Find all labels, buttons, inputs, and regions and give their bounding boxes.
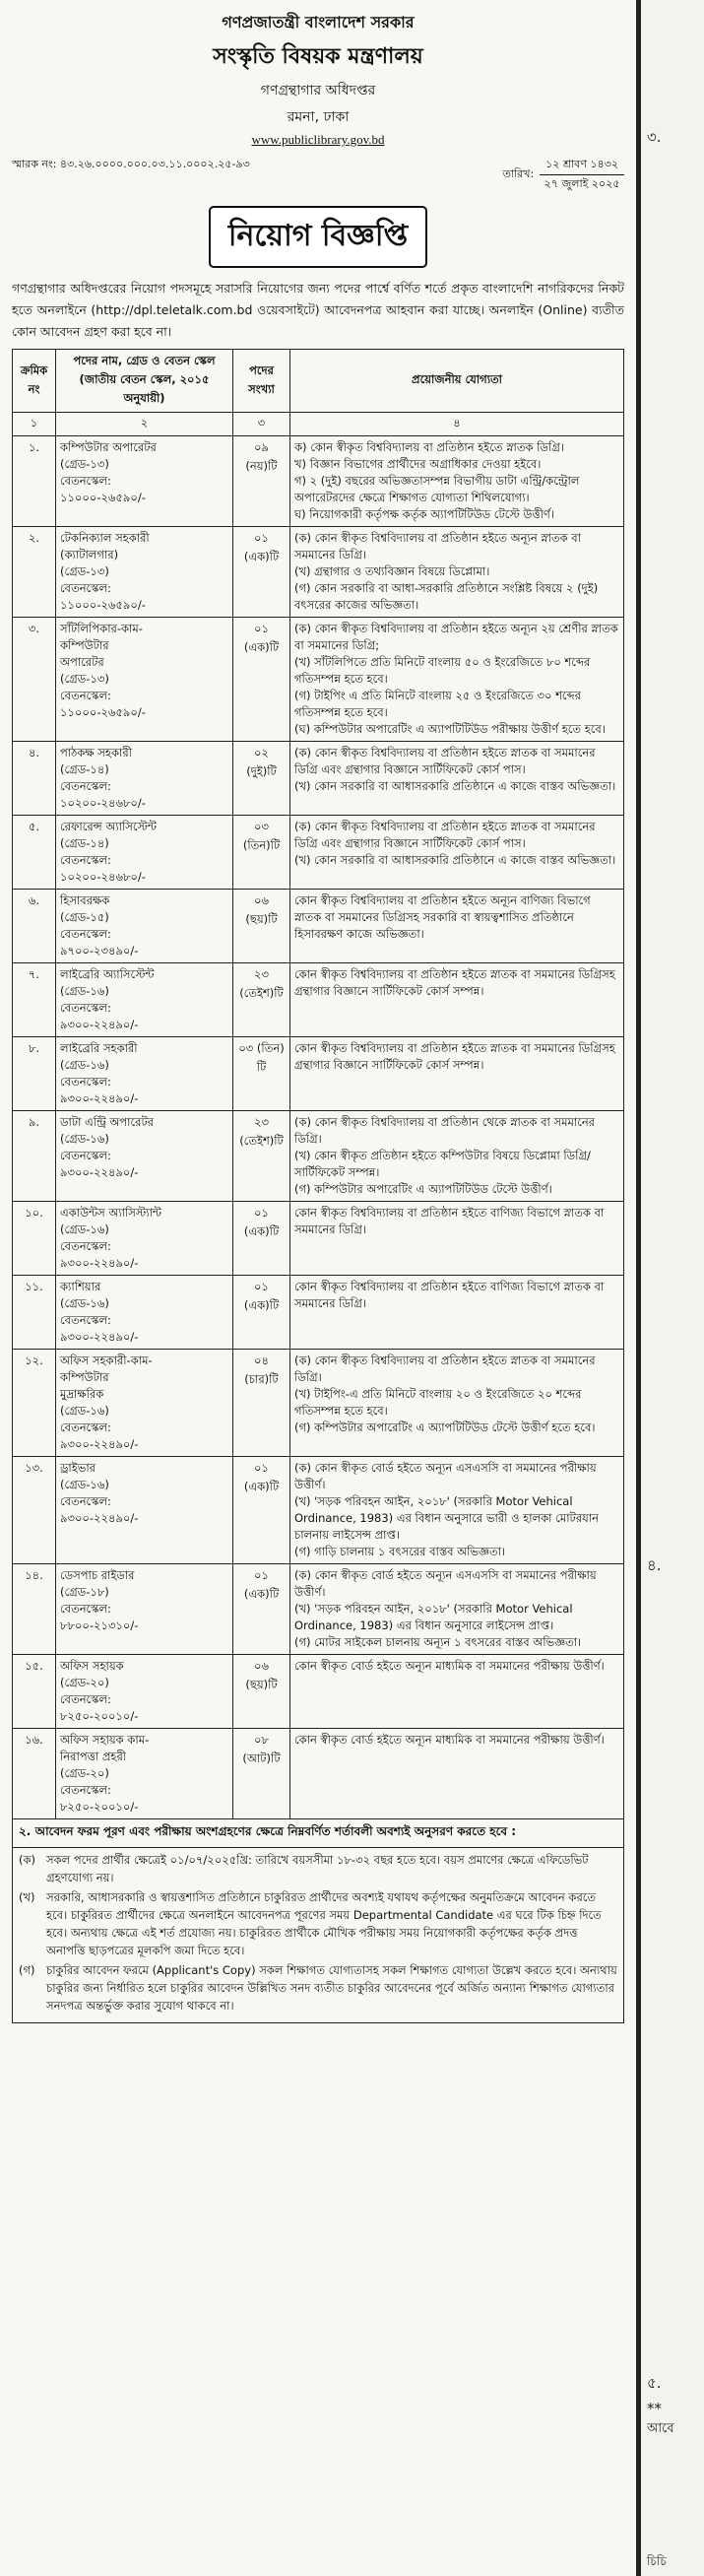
post-line: (গ্রেড-১৬) [60,1058,109,1072]
post-line: (গ্রেড-১৬) [60,984,109,998]
office-location: রমনা, ঢাকা [287,109,350,125]
post-line: ৯৩০০-২২৪৯০/- [60,1165,139,1179]
post-line: সাঁটলিপিকার-কাম- [60,622,143,635]
post-line: ক্যাশিয়ার [60,1280,101,1293]
qualification-item: (গ) গাড়ি চালনায় ১ বৎসরের বাস্তব অভিজ্ঞতা। [294,1545,506,1558]
adjacent-marker: চিচি [647,2554,667,2568]
table-row [13,1655,624,1729]
qualification-item: (ক) কোন স্বীকৃত বিশ্ববিদ্যালয় বা প্রতিষ্ঠান হইতে স্নাতক বা সমমানের ডিগ্রি এবং গ্রন্থাগার বিজ্ঞানে সার্টিফিকেট কোর্স পাস। [294,820,596,850]
qualification-item: খ) বিজ্ঞান বিভাগের প্রার্থীদের অগ্রাধিকার দেওয়া হইবে। [294,457,542,471]
post-line: (গ্রেড-১৬) [60,1222,109,1236]
row-post [56,1729,233,1819]
department-name: গণগ্রন্থাগার অধিদপ্তর [260,83,376,99]
row-post-count: ২৩ (তেইশ)টি [233,963,290,1037]
post-line: রেফারেন্স অ্যাসিস্টেন্ট [60,820,158,833]
col-header-count: পদের সংখ্যা [233,350,290,413]
row-post [56,436,233,527]
qualification-item: (ক) কোন স্বীকৃত বোর্ড হইতে অন্যূন এসএসসি বা সমমানের পরীক্ষায় উত্তীর্ণ। [294,1568,597,1599]
post-line: ৯৩০০-২২৪৯০/- [60,1091,139,1105]
qualification-item: কোন স্বীকৃত বিশ্ববিদ্যালয় বা প্রতিষ্ঠান হইতে অন্যূন বাণিজ্য বিভাগে স্নাতক বা সমমানের ডিগ্রিসহ সরকারি বা স্বায়ত্বশাসিত প্রতিষ্ঠানে হিসাবরক্ষণ কাজে অভিজ্ঞতা। [294,893,591,941]
post-line: ৯৩০০-২২৪৯০/- [60,1437,139,1451]
post-line: বেতনস্কেল: [60,853,111,867]
condition-key: (খ) [19,1890,35,1904]
row-serial: ১১. [13,1276,56,1350]
row-post [56,527,233,618]
post-line: নিরাপত্তা প্রহরী [60,1750,127,1763]
post-line: মুদ্রাক্ষরিক [60,1387,104,1401]
qualification-item: (ঘ) কম্পিউটার অপারেটিং এ অ্যাপটিটিউড পরীক্ষায় উত্তীর্ণ হতে হবে। [294,722,606,736]
qualification-item: (ক) কোন স্বীকৃত বিশ্ববিদ্যালয় বা প্রতিষ্ঠান থেকে স্নাতক বা সমমানের ডিগ্রি। [294,1115,596,1146]
row-serial: ৬. [13,890,56,963]
post-line: (গ্রেড-১৩) [60,564,109,578]
post-line: হিসাবরক্ষক [60,893,110,907]
row-serial: ১৫. [13,1655,56,1729]
post-line: ৯৩০০-২২৪৯০/- [60,1018,139,1031]
qualification-item: কোন স্বীকৃত বিশ্ববিদ্যালয় বা প্রতিষ্ঠান হইতে স্নাতক বা সমমানের ডিগ্রিসহ গ্রন্থাগার বিজ্ঞানে সার্টিফিকেট কোর্স সম্পন্ন। [294,1041,615,1072]
post-line: ৮২৫০-২০০১০/- [60,1800,139,1814]
table-row [13,1457,624,1564]
row-serial: ৩. [13,618,56,742]
letterhead [12,0,624,148]
table-row [13,1276,624,1350]
row-qualification [290,436,624,527]
row-qualification [290,1729,624,1819]
row-post [56,1350,233,1457]
condition-text: সকল পদের প্রার্থীর ক্ষেত্রেই ০১/০৭/২০২৫খ্রি: তারিখে বয়সসীমা ১৮-৩২ বছর হতে হবে। বয়স প্রমাণের ক্ষেত্রে এফিডেভিট গ্রহণযোগ্য নয়। [46,1853,589,1884]
post-line: কম্পিউটার অপারেটর [60,440,157,454]
post-line: (গ্রেড-১৬) [60,1296,109,1310]
post-line: ৮৮০০-২১৩১০/- [60,1618,139,1632]
conditions-number: ২. [19,1824,32,1838]
post-line: (গ্রেড-২০) [60,1766,109,1780]
qualification-item: ঘ) নিয়োগকারী কর্তৃপক্ষ কর্তৃক অ্যাপটিটিউড টেস্টে উত্তীর্ণ। [294,507,554,521]
post-line: ১০২০০-২৪৬৮০/- [60,870,146,884]
post-line: ১১০০০-২৬৫৯০/- [60,705,146,719]
table-row [13,1202,624,1276]
row-post [56,1111,233,1202]
adjacent-marker: ** [647,2400,662,2417]
col-number: ২ [56,413,233,436]
post-line: (গ্রেড-১৬) [60,1132,109,1146]
post-line: (গ্রেড-১৬) [60,1478,109,1491]
row-serial: ১২. [13,1350,56,1457]
condition-text: সরকারি, আধাসরকারি ও স্বায়ত্তশাসিত প্রতিষ্ঠানে চাকুরিরত প্রার্থীদের অবশ্যই যথাযথ কর্তৃপক্ষের অনুমতিক্রমে আবেদন করতে হবে। চাকুরিরত প্রার্থীদের ক্ষেত্রে অনলাইনে আবেদনপত্র পূরণের সময় Departmental Candidate এর ঘরে টিক চিহ্ন দিতে হবে। অন্যথায় ক্ষেত্রে এই শর্ত প্রযোজ্য নয়। চাকুরিরত প্রার্থীকে মৌখিক পরীক্ষায় সময় নিয়োগকারী কর্তৃপক্ষের কর্তৃক প্রদত্ত অনাপত্তি ছাড়পত্রের মূলকপি জমা দিতে হবে। [46,1890,602,1957]
qualification-item: (খ) 'সড়ক পরিবহন আইন, ২০১৮' (সরকারি Motor Vehical Ordinance, 1983) এর বিধান অনুসারে লাইসেন্স প্রাপ্ত। [294,1602,573,1632]
row-post-count: ০৬ (ছয়)টি [233,890,290,963]
post-line: বেতনস্কেল: [60,1149,111,1162]
row-post [56,1564,233,1655]
qualification-item: কোন স্বীকৃত বোর্ড হইতে অন্যূন মাধ্যমিক বা সমমানের পরীক্ষায় উত্তীর্ণ। [294,1733,605,1747]
ministry-name: সংস্কৃতি বিষয়ক মন্ত্রণালয় [213,44,423,69]
condition-item [19,1961,617,2015]
government-name: গণপ্রজাতন্ত্রী বাংলাদেশ সরকার [222,13,415,32]
row-qualification [290,1350,624,1457]
row-qualification [290,742,624,816]
post-line: ৯৩০০-২২৪৯০/- [60,1511,139,1525]
post-line: (গ্রেড-১৪) [60,762,109,776]
row-serial: ৫. [13,816,56,890]
row-post-count: ০৯ (নয়)টি [233,436,290,527]
qualification-item: (ক) কোন স্বীকৃত বোর্ড হইতে অন্যূন এসএসসি বা সমমানের পরীক্ষায় উত্তীর্ণ। [294,1461,597,1491]
post-line: কম্পিউটার [60,638,109,652]
row-qualification [290,890,624,963]
date-label: তারিখ: [502,167,535,180]
post-line: (গ্রেড-২০) [60,1676,109,1689]
post-line: বেতনস্কেল: [60,1692,111,1706]
row-post-count: ০৩ (তিন)টি [233,816,290,890]
row-post-count: ০৮ (আট)টি [233,1729,290,1819]
qualification-item: (খ) সাঁটলিপিতে প্রতি মিনিটে বাংলায় ৫০ ও ইংরেজিতে ৮০ শব্দের গতিসম্পন্ন হতে হবে। [294,655,591,686]
post-line: (ক্যাটালগার) [60,548,119,561]
post-line: অফিস সহায়ক [60,1659,124,1673]
intro-paragraph: গণগ্রন্থাগার অধিদপ্তরের নিয়োগ পদসমূহে সরাসরি নিয়োগের জন্য পদের পার্শ্বে বর্ণিত শর্তে প্রকৃত বাংলাদেশি নাগরিকদের নিকট হতে অনলাইনে (http://dpl.teletalk.com.bd ওয়েবসাইটে) আবেদনপত্র আহবান করা যাচ্ছে। অনলাইন (Online) ব্যতীত কোন আবেদন গ্রহণ করা হবে না। [12,281,624,339]
row-post [56,1202,233,1276]
post-line: লাইব্রেরি অ্যাসিস্টেন্ট [60,967,155,981]
row-serial: ৯. [13,1111,56,1202]
col-header-post: পদের নাম, গ্রেড ও বেতন স্কেল (জাতীয় বেতন স্কেল, ২০১৫ অনুযায়ী) [56,350,233,413]
post-line: ৯৩০০-২২৪৯০/- [60,1330,139,1344]
post-line: লাইব্রেরি সহকারী [60,1041,138,1055]
qualification-item: (খ) গ্রন্থাগার ও তথ্যবিজ্ঞান বিষয়ে ডিপ্লোমা। [294,564,490,578]
row-serial: ১. [13,436,56,527]
conditions-list [12,1848,624,2023]
post-line: পাঠকক্ষ সহকারী [60,746,132,760]
post-line: (গ্রেড-১৬) [60,1404,109,1418]
col-number: ৩ [233,413,290,436]
website-link[interactable]: www.publiclibrary.gov.bd [251,132,385,147]
row-qualification [290,963,624,1037]
row-post-count: ০১ (এক)টি [233,1457,290,1564]
qualification-item: (গ) কম্পিউটার অপারেটিং এ অ্যাপটিটিউড টেস্টে উত্তীর্ণ হতে হবে। [294,1420,596,1434]
qualification-item: (গ) মোটর সাইকেল চালনায় অন্যূন ১ বৎসরের বাস্তব অভিজ্ঞতা। [294,1635,582,1649]
row-post-count: ০১ (এক)টি [233,1564,290,1655]
col-number: ৪ [290,413,624,436]
row-post [56,1457,233,1564]
qualification-item: (খ) কোন সরকারি বা আধাসরকারি প্রতিষ্ঠানে এ কাজে বাস্তব অভিজ্ঞতা। [294,853,616,867]
row-post [56,1037,233,1111]
adjacent-marker: আবে [647,2421,674,2436]
post-line: (গ্রেড-১৮) [60,1585,109,1599]
row-post-count: ০১ (এক)টি [233,618,290,742]
table-row [13,816,624,890]
post-line: বেতনস্কেল: [60,1783,111,1797]
row-qualification [290,527,624,618]
post-line: অফিস সহায়ক কাম- [60,1733,150,1747]
post-line: ডেসপাচ রাইডার [60,1568,135,1582]
row-post-count: ০৬ (ছয়)টি [233,1655,290,1729]
post-line: বেতনস্কেল: [60,581,111,595]
table-row [13,1111,624,1202]
post-line: ১১০০০-২৬৫৯০/- [60,491,146,504]
conditions-heading [12,1819,624,1848]
row-serial: ৮. [13,1037,56,1111]
row-post [56,816,233,890]
date-english: ২৭ জুলাই ২০২৫ [544,177,620,190]
row-qualification [290,618,624,742]
post-line: বেতনস্কেল: [60,1001,111,1015]
qualification-item: কোন স্বীকৃত বিশ্ববিদ্যালয় বা প্রতিষ্ঠান হইতে স্নাতক বা সমমানের ডিগ্রিসহ গ্রন্থাগার বিজ্ঞানে সার্টিফিকেট কোর্স সম্পন্ন। [294,967,615,998]
memo-line [12,156,624,194]
memo-date [503,156,624,194]
post-line: একাউন্টস অ্যাসিস্ট্যান্ট [60,1206,162,1220]
post-line: বেতনস্কেল: [60,689,111,702]
post-line: (গ্রেড-১৩) [60,457,109,471]
row-serial: ১৩. [13,1457,56,1564]
table-row [13,963,624,1037]
qualification-item: কোন স্বীকৃত বোর্ড হইতে অন্যূন মাধ্যমিক বা সমমানের পরীক্ষায় উত্তীর্ণ। [294,1659,605,1673]
adjacent-marker: ৫. [647,2374,662,2392]
table-row [13,618,624,742]
qualification-item: (খ) কোন সরকারি বা আধাসরকারি প্রতিষ্ঠানে এ কাজে বাস্তব অভিজ্ঞতা। [294,779,616,793]
post-line: ডাটা এন্ট্রি অপারেটর [60,1115,155,1129]
post-line: অফিস সহকারী-কাম- [60,1354,153,1367]
post-line: ড্রাইভার [60,1461,96,1475]
vacancy-table [12,349,624,1819]
col-header-qualification: প্রয়োজনীয় যোগ্যতা [290,350,624,413]
post-line: (গ্রেড-১৫) [60,910,109,924]
adjacent-marker: ৪. [647,1556,662,1574]
row-post-count: ০১ (এক)টি [233,1276,290,1350]
condition-text: চাকুরির আবেদন ফরমে (Applicant's Copy) সকল শিক্ষাগত যোগ্যতাসহ সকল শিক্ষাগত যোগ্যতা উল্লেখ করতে হবে। অন্যথায় চাকুরির জন্য নির্ধারিত হলে চাকুরির আবেদন উল্লিখিত সনদ ব্যতীত চাকুরির আবেদনের পূর্বে অর্জিত অন্যান্য শিক্ষাগত যোগ্যতার সনদপত্র অন্তর্ভুক্ত করার সুযোগ থাকবে না। [46,1963,617,2013]
table-row [13,527,624,618]
row-qualification [290,1655,624,1729]
row-serial: ১৪. [13,1564,56,1655]
post-line: (গ্রেড-১৩) [60,672,109,686]
table-header-row [13,350,624,413]
post-line: বেতনস্কেল: [60,1494,111,1508]
row-qualification [290,1037,624,1111]
qualification-item: (ক) কোন স্বীকৃত বিশ্ববিদ্যালয় বা প্রতিষ্ঠান হইতে অন্যূন ২য় শ্রেণীর স্নাতক বা সমমানের ডিগ্রি; [294,622,618,652]
row-post-count: ০১ (এক)টি [233,1202,290,1276]
row-post-count: ০৪ (চার)টি [233,1350,290,1457]
qualification-item: (খ) 'সড়ক পরিবহন আইন, ২০১৮' (সরকারি Motor Vehical Ordinance, 1983) এর বিধান অনুসারে ভারী ও হালকা মোটরযান চালনায় লাইসেন্স প্রাপ্ত। [294,1494,599,1542]
date-bangla: ১২ শ্রাবণ ১৪৩২ [540,156,624,175]
notice-title-box [12,206,624,268]
qualification-item: (ক) কোন স্বীকৃত বিশ্ববিদ্যালয় বা প্রতিষ্ঠান হইতে স্নাতক বা সমমানের ডিগ্রি। [294,1354,596,1384]
row-post [56,890,233,963]
qualification-item: কোন স্বীকৃত বিশ্ববিদ্যালয় বা প্রতিষ্ঠান হইতে বাণিজ্য বিভাগে স্নাতক বা সমমানের ডিগ্রি। [294,1280,605,1310]
post-line: বেতনস্কেল: [60,927,111,941]
qualification-item: কোন স্বীকৃত বিশ্ববিদ্যালয় বা প্রতিষ্ঠান হইতে বাণিজ্য বিভাগে স্নাতক বা সমমানের ডিগ্রি। [294,1206,605,1236]
row-qualification [290,816,624,890]
adjacent-marker: ৩. [647,128,662,146]
row-post-count: ০২ (দুই)টি [233,742,290,816]
table-row [13,1350,624,1457]
row-serial: ১৬. [13,1729,56,1819]
col-header-serial: ক্রমিক নং [13,350,56,413]
row-post [56,1655,233,1729]
row-qualification [290,1564,624,1655]
qualification-item: (ক) কোন স্বীকৃত বিশ্ববিদ্যালয় বা প্রতিষ্ঠান হইতে অন্যূন স্নাতক বা সমমানের ডিগ্রি। [294,531,582,561]
post-line: ৯৭০০-২৩৪৯০/- [60,944,139,958]
row-qualification [290,1276,624,1350]
row-post-count: ২৩ (তেইশ)টি [233,1111,290,1202]
row-serial: ৪. [13,742,56,816]
memo-ref: স্মারক নং: ৪৩.২৬.০০০০.০০০.০৩.১১.০০০২.২৫-৯৩ [12,158,250,170]
qualification-item: (খ) টাইপিং-এ প্রতি মিনিটে বাংলায় ২০ ও ইংরেজিতে ২০ শব্দের গতিসম্পন্ন হতে হবে। [294,1387,582,1418]
post-line: ১১০০০-২৬৫৯০/- [60,598,146,612]
row-qualification [290,1111,624,1202]
post-line: কম্পিউটার [60,1370,109,1384]
post-line: বেতনস্কেল: [60,1313,111,1327]
condition-item [19,1888,617,1959]
row-post [56,963,233,1037]
row-post-count: ০১ (এক)টি [233,527,290,618]
condition-item [19,1851,617,1886]
row-post [56,1276,233,1350]
row-qualification [290,1457,624,1564]
row-post [56,618,233,742]
qualification-item: (গ) কোন সরকারি বা আধা-সরকারি প্রতিষ্ঠানে সংশ্লিষ্ট বিষয়ে ২ (দুই) বৎসরের কাজের অভিজ্ঞতা। [294,581,599,612]
column-number-row [13,413,624,436]
qualification-item: ক) কোন স্বীকৃত বিশ্ববিদ্যালয় বা প্রতিষ্ঠান হইতে স্নাতক ডিগ্রি। [294,440,564,454]
table-row [13,1729,624,1819]
post-line: (গ্রেড-১৪) [60,836,109,850]
condition-key: (গ) [19,1963,35,1977]
qualification-item: (খ) কোন স্বীকৃত প্রতিষ্ঠান হইতে কম্পিউটার বিষয়ে ডিপ্লোমা ডিগ্রি/সার্টিফিকেট সম্পন্ন। [294,1149,591,1179]
condition-key: (ক) [19,1853,36,1867]
post-line: অপারেটর [60,655,104,669]
post-line: বেতনস্কেল: [60,1075,111,1089]
qualification-item: (গ) কম্পিউটার অপারেটিং এ অ্যাপটিটিউড টেস্টে উত্তীর্ণ। [294,1182,552,1196]
row-post [56,742,233,816]
post-line: বেতনস্কেল: [60,474,111,488]
notice-title: নিয়োগ বিজ্ঞপ্তি [209,206,427,268]
post-line: ১০২০০-২৪৬৮০/- [60,796,146,810]
row-post-count: ০৩ (তিন) টি [233,1037,290,1111]
row-serial: ৭. [13,963,56,1037]
table-row [13,742,624,816]
vacancy-rows [13,436,624,1819]
post-line: টেকনিক্যাল সহকারী [60,531,150,545]
table-row [13,1564,624,1655]
col-number: ১ [13,413,56,436]
row-serial: ২. [13,527,56,618]
qualification-item: (গ) টাইপিং এ প্রতি মিনিটে বাংলায় ২৫ ও ইংরেজিতে ৩০ শব্দের গতিসম্পন্ন হতে হবে। [294,689,581,719]
qualification-item: (ক) কোন স্বীকৃত বিশ্ববিদ্যালয় বা প্রতিষ্ঠান হইতে স্নাতক বা সমমানের ডিগ্রি এবং গ্রন্থাগার বিজ্ঞানে সার্টিফিকেট কোর্স পাস। [294,746,596,776]
row-qualification [290,1202,624,1276]
post-line: ৯৩০০-২২৪৯০/- [60,1256,139,1270]
post-line: বেতনস্কেল: [60,1239,111,1253]
post-line: ৮২৫০-২০০১০/- [60,1709,139,1723]
post-line: বেতনস্কেল: [60,1602,111,1616]
row-serial: ১০. [13,1202,56,1276]
post-line: বেতনস্কেল: [60,1420,111,1434]
table-row [13,890,624,963]
post-line: বেতনস্কেল: [60,779,111,793]
table-row [13,1037,624,1111]
adjacent-page [641,0,704,2576]
qualification-item: গ) ২ (দুই) বছরের অভিজ্ঞতাসম্পন্ন বিভাগীয় ডাটা এন্ট্রি/কন্ট্রোল অপারেটরদের ক্ষেত্রে শিক্ষাগত যোগ্যতা শিথিলযোগ্য। [294,474,580,504]
table-row [13,436,624,527]
conditions-title: আবেদন ফরম পূরণ এবং পরীক্ষায় অংশগ্রহণের ক্ষেত্রে নিম্নবর্ণিত শর্তাবলী অবশ্যই অনুসরণ করতে হবে : [34,1824,517,1838]
